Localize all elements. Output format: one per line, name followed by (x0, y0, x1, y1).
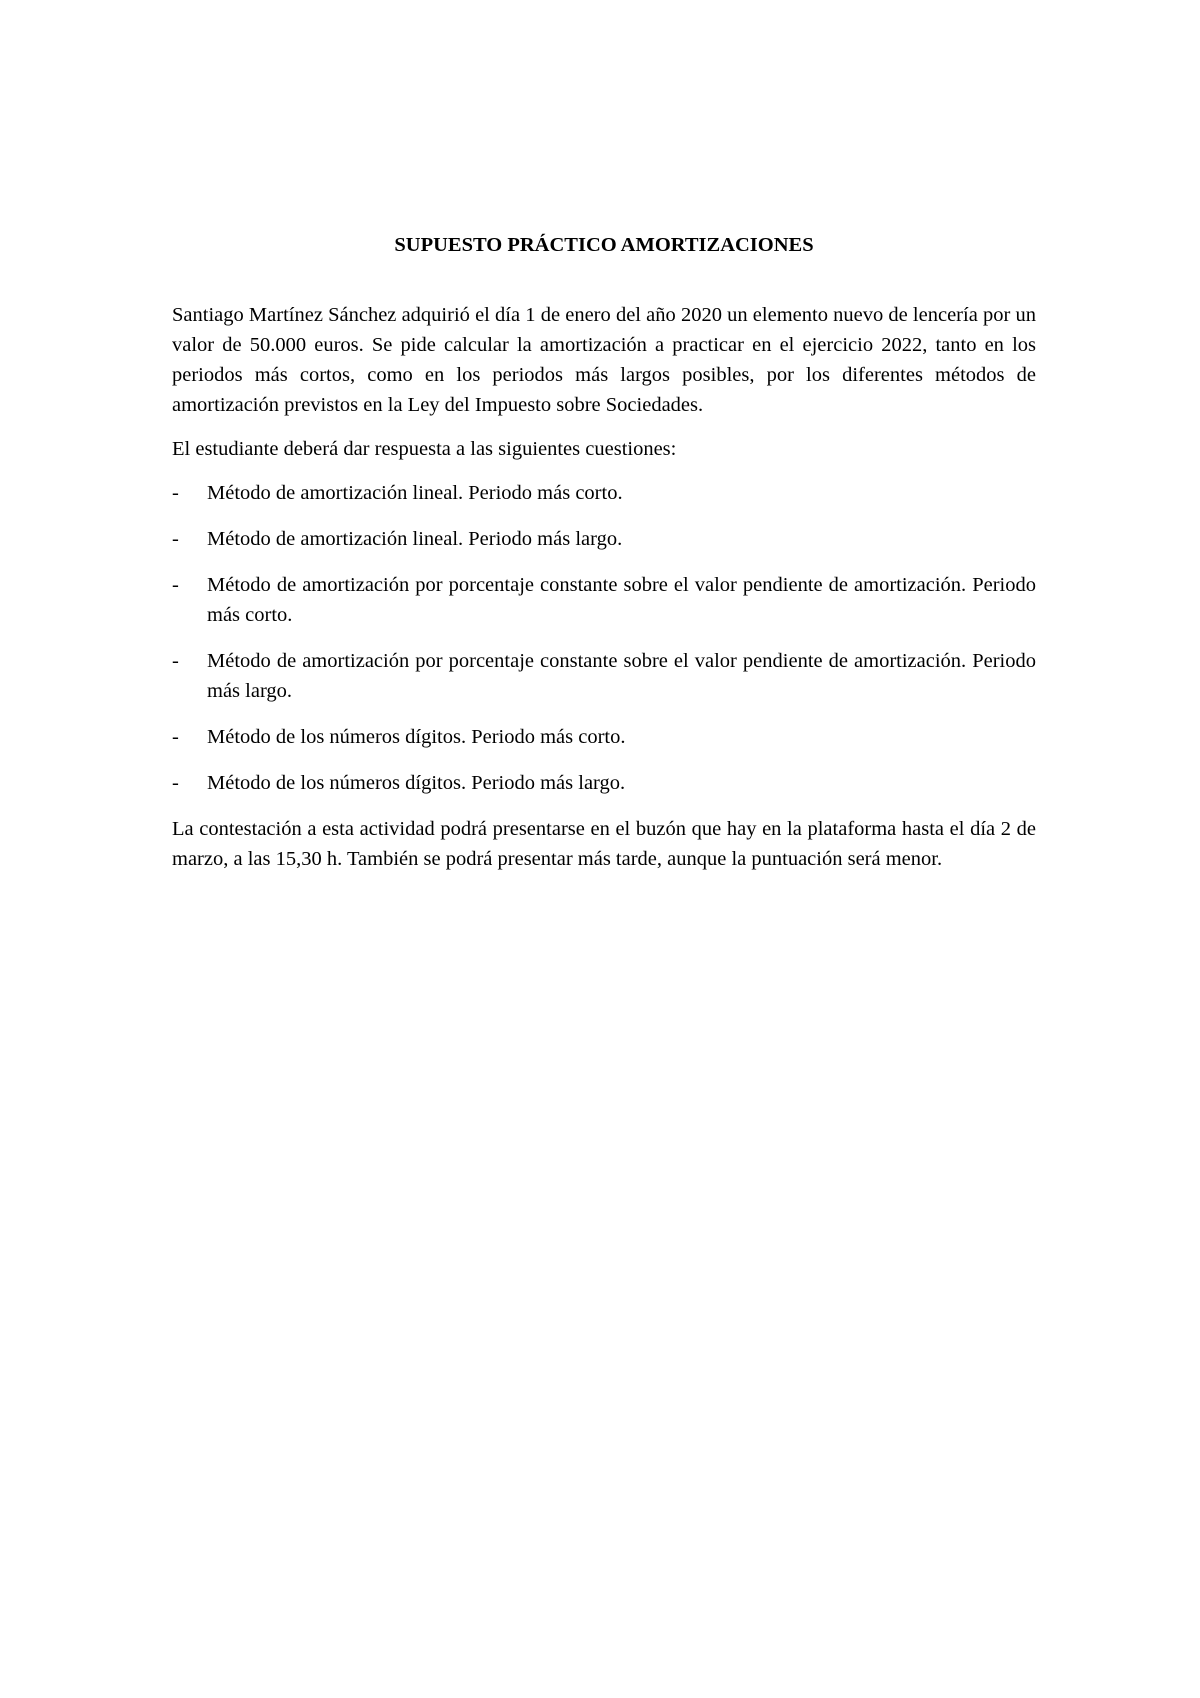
list-item (172, 646, 1036, 706)
question-text: Método de los números dígitos. Periodo más corto. (207, 726, 626, 748)
question-text: Método de los números dígitos. Periodo más largo. (207, 772, 626, 794)
list-item (172, 722, 1036, 752)
question-text: Método de amortización por porcentaje constante sobre el valor pendiente de amortización. Periodo más corto. (207, 574, 1036, 626)
list-item (172, 570, 1036, 630)
dash-bullet: - (172, 528, 179, 550)
question-text: Método de amortización por porcentaje constante sobre el valor pendiente de amortización. Periodo más largo. (207, 650, 1036, 702)
intro-paragraph: Santiago Martínez Sánchez adquirió el día 1 de enero del año 2020 un elemento nuevo de lencería por un valor de 50.000 euros. Se pide calcular la amortización a practicar en el ejercicio 2022, tanto en los periodos más cortos, como en los periodos más largos posibles, por los diferentes métodos de amortización previstos en la Ley del Impuesto sobre Sociedades. (172, 304, 1036, 416)
question-list (172, 478, 1036, 798)
document-content (172, 230, 1036, 888)
list-item (172, 768, 1036, 798)
closing-paragraph: La contestación a esta actividad podrá presentarse en el buzón que hay en la plataforma hasta el día 2 de marzo, a las 15,30 h. También se podrá presentar más tarde, aunque la puntuación será menor. (172, 818, 1036, 870)
dash-bullet: - (172, 726, 179, 748)
dash-bullet: - (172, 482, 179, 504)
list-item (172, 478, 1036, 508)
dash-bullet: - (172, 574, 179, 596)
list-item (172, 524, 1036, 554)
dash-bullet: - (172, 650, 179, 672)
questions-intro: El estudiante deberá dar respuesta a las siguientes cuestiones: (172, 438, 677, 460)
dash-bullet: - (172, 772, 179, 794)
question-text: Método de amortización lineal. Periodo más largo. (207, 528, 623, 550)
page-title: SUPUESTO PRÁCTICO AMORTIZACIONES (394, 234, 814, 256)
question-text: Método de amortización lineal. Periodo más corto. (207, 482, 623, 504)
